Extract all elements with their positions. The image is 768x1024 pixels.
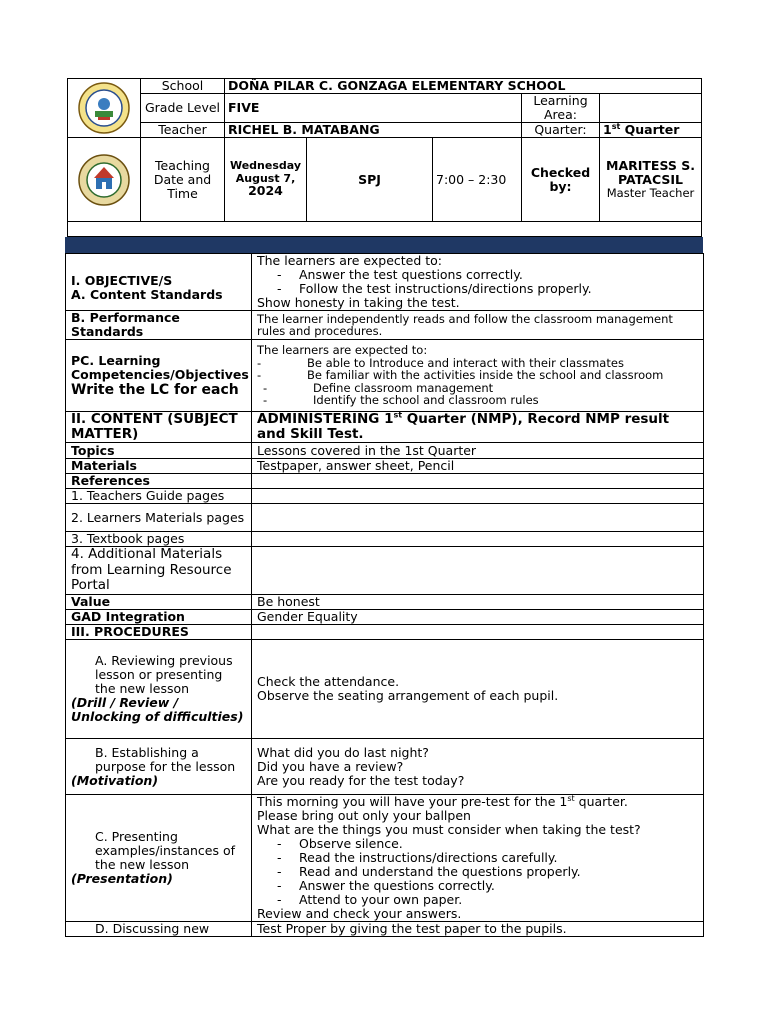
checker-cell <box>600 138 702 222</box>
quarter-label: Quarter: <box>522 123 600 138</box>
content-standards-list <box>257 268 698 296</box>
procedure-b-text-2: Did you have a review? <box>257 758 404 774</box>
checker-title: Master Teacher <box>606 186 695 200</box>
procedure-a-label-cell <box>66 640 252 739</box>
procedure-c-list <box>257 837 698 907</box>
references-label: References <box>66 474 252 489</box>
procedure-a-label: A. Reviewing previous lesson or presenting the new lesson <box>95 653 233 696</box>
section-band <box>65 237 703 253</box>
procedure-c-text-1: This morning you will have your pre-test for the 1st quarter. <box>257 793 628 809</box>
content-standards-value <box>252 254 704 311</box>
content-label: II. CONTENT (SUBJECT MATTER) <box>66 412 252 443</box>
additional-materials-label: 4. Additional Materials from Learning Resource Portal <box>66 547 252 595</box>
competencies-sub: Write the LC for each <box>71 381 239 398</box>
objective-label: I. OBJECTIVE/S <box>71 273 173 288</box>
performance-standards-value: The learner independently reads and follow the classroom management rules and procedures. <box>252 311 704 340</box>
procedure-c-text-2: Please bring out only your ballpen <box>257 808 471 823</box>
school-label: School <box>141 79 225 94</box>
checker-name: MARITESS S. PATACSIL <box>606 158 696 187</box>
list-item: - Identify the school and classroom rules <box>257 394 698 407</box>
teaching-date-value: Wednesday August 7, 2024 <box>225 138 307 222</box>
school-seal-cell <box>68 79 141 138</box>
procedure-a-text-2: Observe the seating arrangement of each pupil. <box>257 688 559 703</box>
list-item: - Read and understand the questions properly. <box>277 865 698 879</box>
procedure-b-sub: (Motivation) <box>71 772 159 788</box>
header-table <box>67 78 702 237</box>
content-standards-intro: The learners are expected to: <box>257 253 443 268</box>
learners-materials-value <box>252 504 704 532</box>
school-seal <box>78 154 130 206</box>
references-value <box>252 474 704 489</box>
grade-value: FIVE <box>225 94 522 123</box>
procedure-c-label: C. Presenting examples/instances of the new lesson <box>95 829 236 872</box>
procedure-d-label: D. Discussing new <box>95 921 210 936</box>
list-item: - Answer the test questions correctly. <box>277 268 698 282</box>
procedure-b-label-cell <box>66 739 252 795</box>
value-value: Be honest <box>252 595 704 610</box>
procedure-c-sub: (Presentation) <box>71 871 173 886</box>
value-label: Value <box>66 595 252 610</box>
procedure-a-value <box>252 640 704 739</box>
time-value: 7:00 – 2:30 <box>433 138 522 222</box>
learning-area-label: Learning Area: <box>522 94 600 123</box>
procedure-b-label: B. Establishing a purpose for the lesson <box>95 744 236 774</box>
procedures-label: III. PROCEDURES <box>66 625 252 640</box>
content-standards-outro: Show honesty in taking the test. <box>257 295 460 310</box>
objective-label-cell <box>66 254 252 311</box>
competencies-intro: The learners are expected to: <box>257 343 428 358</box>
competencies-label: PC. Learning Competencies/Objectives <box>71 352 249 382</box>
textbook-value <box>252 532 704 547</box>
procedure-b-text-1: What did you do last night? <box>257 744 429 760</box>
procedure-c-text-3: What are the things you must consider when taking the test? <box>257 822 641 837</box>
materials-value: Testpaper, answer sheet, Pencil <box>252 459 704 474</box>
procedure-b-value <box>252 739 704 795</box>
teachers-guide-label: 1. Teachers Guide pages <box>66 489 252 504</box>
content-standards-label: A. Content Standards <box>71 287 223 302</box>
quarter-value: 1st Quarter <box>600 123 702 138</box>
list-item: - Attend to your own paper. <box>277 893 698 907</box>
procedures-value <box>252 625 704 640</box>
procedure-d-label-cell <box>66 922 252 937</box>
teacher-label: Teacher <box>141 123 225 138</box>
procedure-c-label-cell <box>66 795 252 922</box>
procedure-a-sub: (Drill / Review / Unlocking of difficulties) <box>71 695 244 724</box>
list-item: - Be able to Introduce and interact with their classmates <box>257 357 698 370</box>
content-value: ADMINISTERING 1st Quarter (NMP), Record NMP result and Skill Test. <box>252 412 704 443</box>
teacher-name: RICHEL B. MATABANG <box>225 123 522 138</box>
list-item: - Be familiar with the activities inside the school and classroom <box>257 369 698 382</box>
school-logo-cell <box>68 138 141 222</box>
competencies-label-cell <box>66 340 252 412</box>
learners-materials-label: 2. Learners Materials pages <box>66 504 252 532</box>
materials-label: Materials <box>66 459 252 474</box>
subject-value: SPJ <box>307 138 433 222</box>
teachers-guide-value <box>252 489 704 504</box>
procedure-a-text-1: Check the attendance. <box>257 674 400 689</box>
procedure-d-value: Test Proper by giving the test paper to the pupils. <box>252 922 704 937</box>
competencies-value <box>252 340 704 412</box>
textbook-label: 3. Textbook pages <box>66 532 252 547</box>
checked-by-label: Checked by: <box>522 138 600 222</box>
schools-division-seal <box>78 82 130 134</box>
list-item: - Answer the questions correctly. <box>277 879 698 893</box>
list-item: - Read the instructions/directions carefully. <box>277 851 698 865</box>
competencies-list <box>257 357 698 407</box>
topics-label: Topics <box>66 443 252 459</box>
header-spacer-row <box>68 222 702 237</box>
gad-value: Gender Equality <box>252 610 704 625</box>
topics-value: Lessons covered in the 1st Quarter <box>252 443 704 459</box>
school-name: DOÑA PILAR C. GONZAGA ELEMENTARY SCHOOL <box>225 79 702 94</box>
procedure-c-outro: Review and check your answers. <box>257 906 462 921</box>
grade-label: Grade Level <box>141 94 225 123</box>
list-item: - Define classroom management <box>257 382 698 395</box>
gad-label: GAD Integration <box>66 610 252 625</box>
lesson-plan-table <box>65 253 704 937</box>
additional-materials-value <box>252 547 704 595</box>
procedure-b-text-3: Are you ready for the test today? <box>257 772 465 788</box>
list-item: - Observe silence. <box>277 837 698 851</box>
procedure-c-value <box>252 795 704 922</box>
list-item: - Follow the test instructions/directions properly. <box>277 282 698 296</box>
performance-standards-label: B. Performance Standards <box>66 311 252 340</box>
teaching-date-label: Teaching Date and Time <box>141 138 225 222</box>
learning-area-value <box>600 94 702 123</box>
